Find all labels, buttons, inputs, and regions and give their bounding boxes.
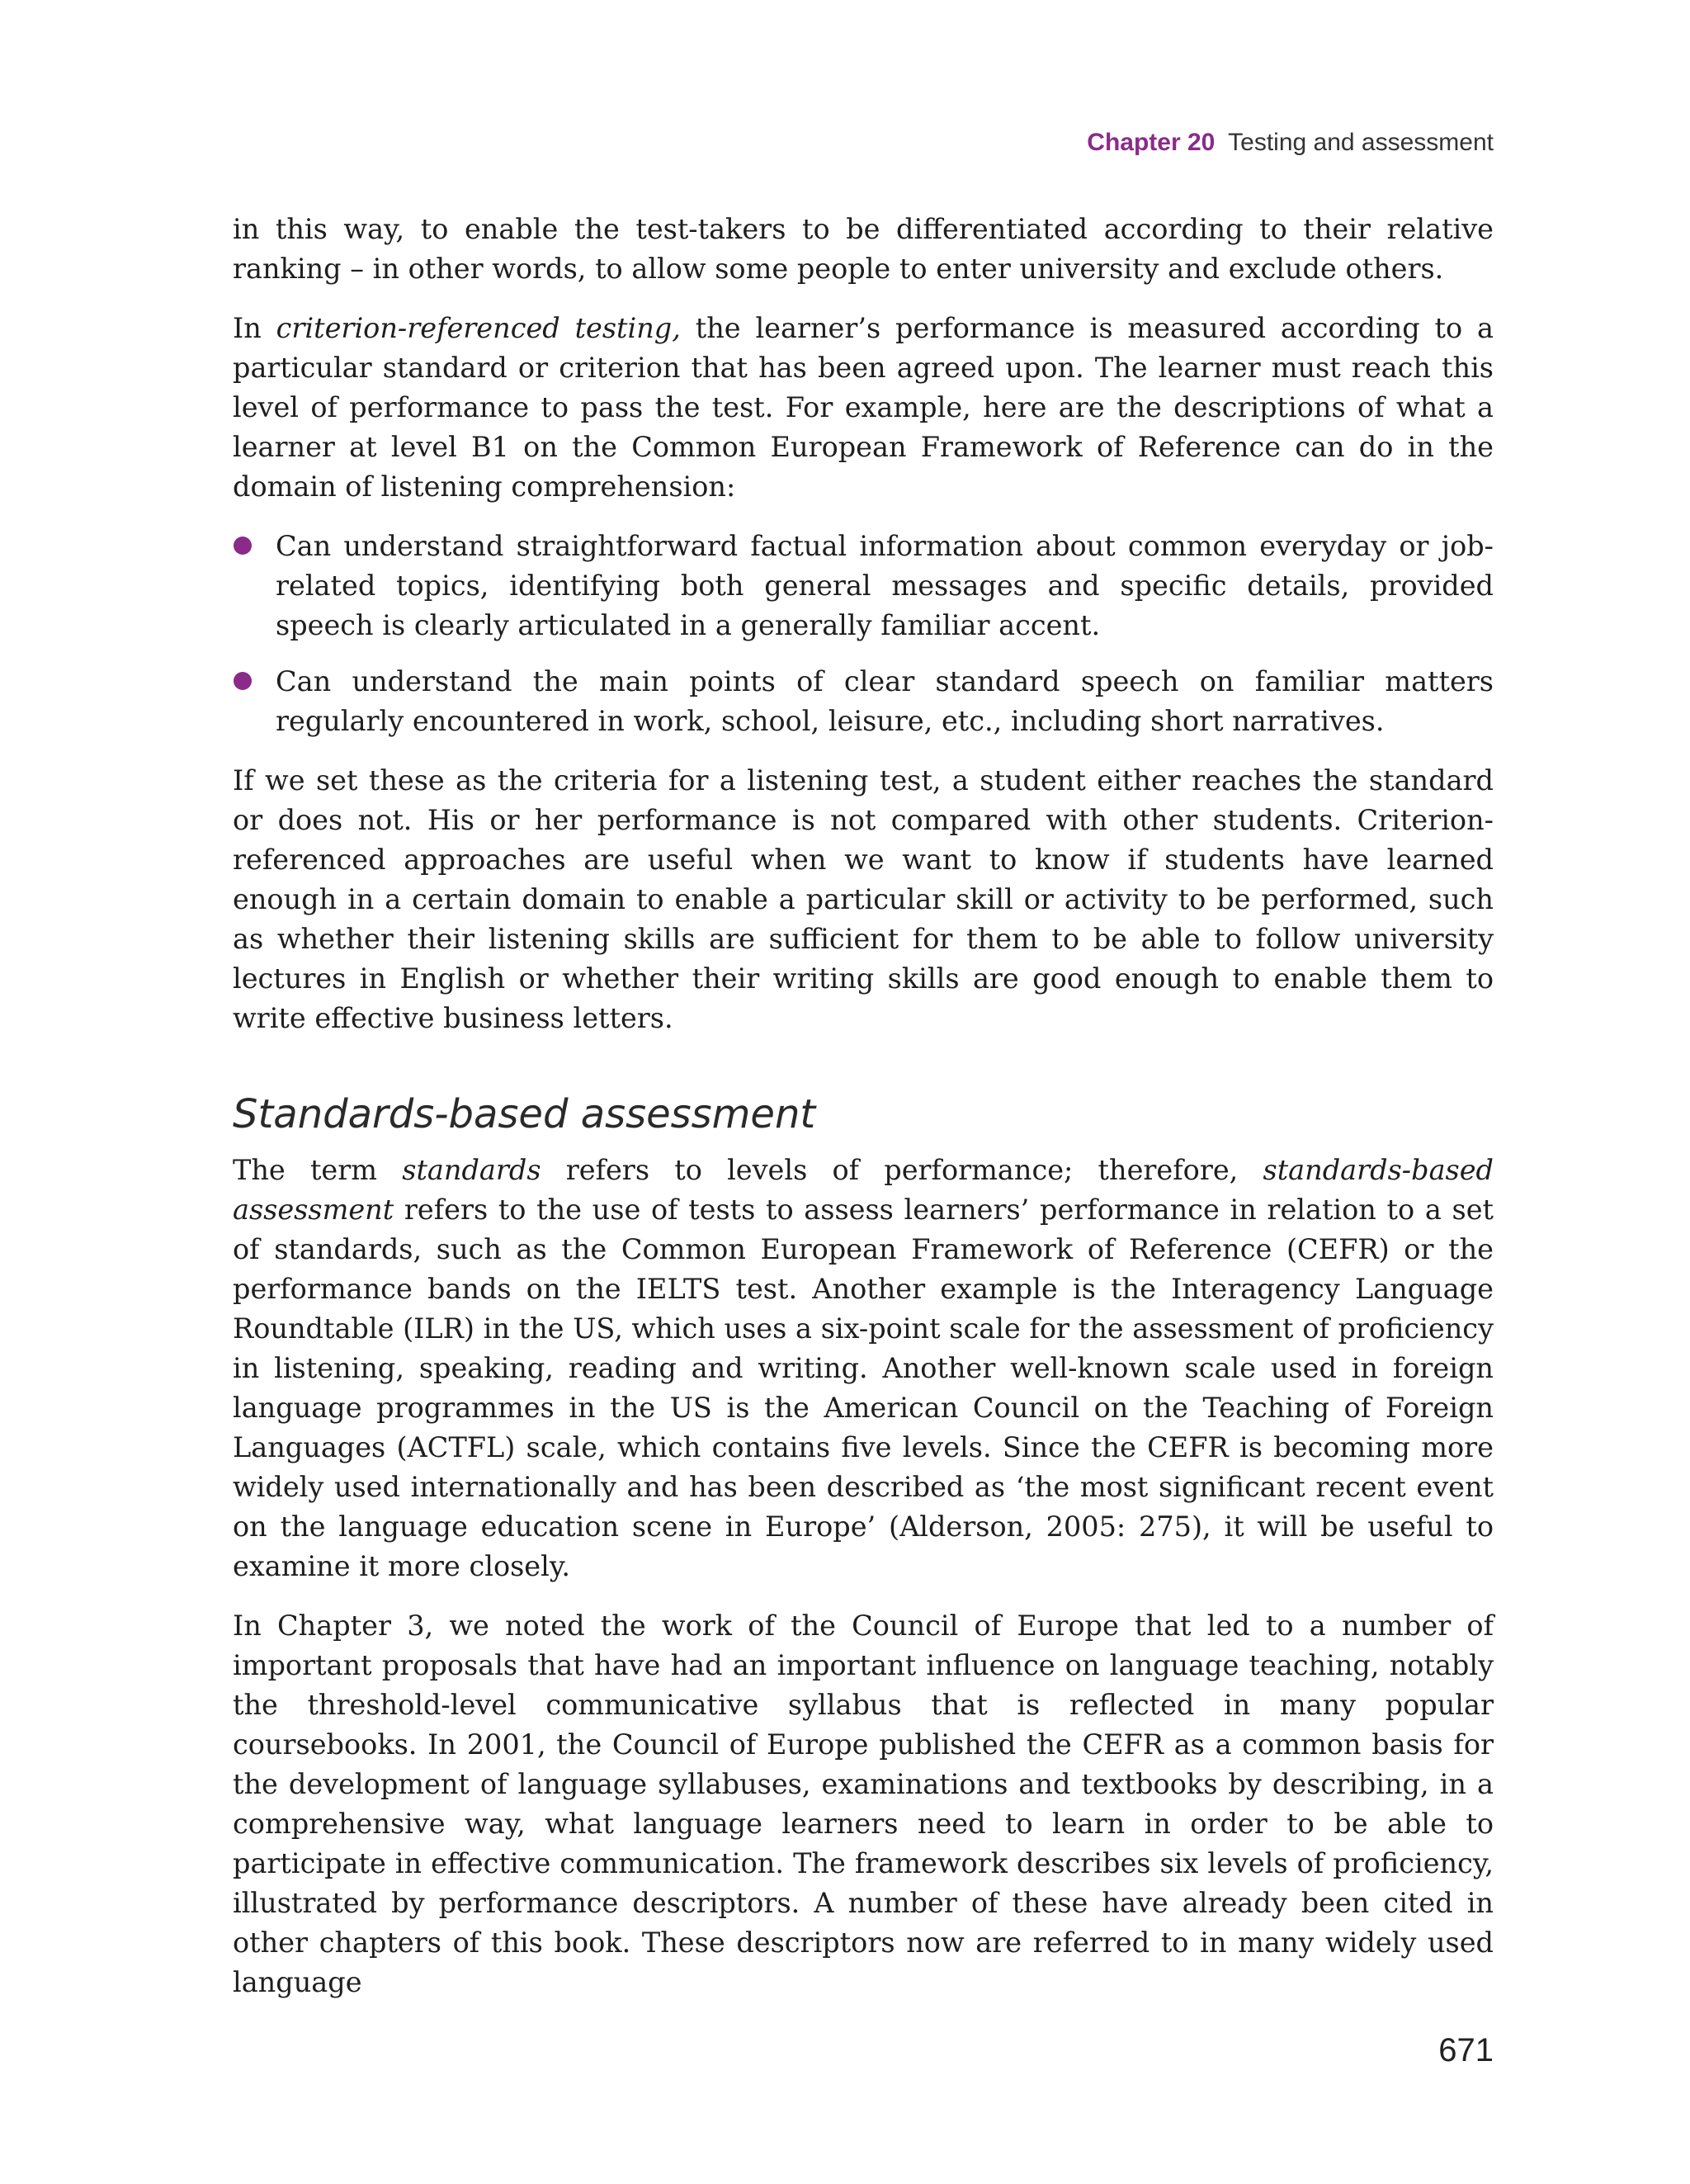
list-item	[233, 527, 1494, 645]
chapter-title: Testing and assessment	[1228, 129, 1494, 156]
descriptor-list	[233, 527, 1494, 741]
list-item-text: Can understand straightforward factual information about common everyday or job-related topics, identifying both general messages and specific details, provided speech is clearly articulated in a generally familiar accent.	[276, 530, 1494, 641]
paragraph-lead: The term	[233, 1154, 403, 1186]
section-heading: Standards-based assessment	[233, 1091, 816, 1137]
paragraph-criterion-referenced	[233, 309, 1494, 507]
paragraph-cefr: In Chapter 3, we noted the work of the Council of Europe that led to a number of important proposals that have had an important influence on language teaching, notably the threshold-level communicative syllabus that is reflected in many popular coursebooks. In 2001, the Council of Europe published the CEFR as a common basis for the development of language syllabuses, examinations and textbooks by describing, in a comprehensive way, what language learners need to learn in order to be able to participate in effective communication. The framework describes six levels of proficiency, illustrated by performance descriptors. A number of these have already been cited in other chapters of this book. These descriptors now are referred to in many widely used language	[233, 1610, 1494, 1998]
term-standards-based-assessment: standards-based assessment	[233, 1154, 1494, 1226]
term-standards: standards	[402, 1154, 541, 1186]
bullet-icon	[234, 672, 252, 690]
paragraph-mid: refers to levels of performance; therefore,	[541, 1154, 1263, 1186]
body-text	[233, 210, 1494, 2022]
paragraph-intro: in this way, to enable the test-takers to be differentiated according to their relative ranking – in other words, to allow some people to enter university and exclude others.	[233, 213, 1494, 285]
running-head	[1087, 129, 1494, 157]
bullet-icon	[234, 537, 252, 555]
paragraph-rest: the learner’s performance is measured according to a particular standard or criterion that has been agreed upon. The learner must reach this level of performance to pass the test. For example, here are the descriptions of what a learner at level B1 on the Common European Framework of Reference can do in the domain of listening comprehension:	[233, 312, 1494, 503]
term-criterion-referenced: criterion-referenced testing,	[276, 312, 681, 344]
paragraph-lead: In	[233, 312, 276, 344]
paragraph-standards	[233, 1151, 1494, 1586]
list-item	[233, 662, 1494, 741]
list-item-text: Can understand the main points of clear standard speech on familiar matters regularly encountered in work, school, leisure, etc., including short narratives.	[276, 665, 1494, 737]
paragraph-rest: refers to the use of tests to assess learners’ performance in relation to a set of standards, such as the Common European Framework of Reference (CEFR) or the performance bands on the IELTS test. Another example is the Interagency Language Roundtable (ILR) in the US, which uses a six-point scale for the assessment of proficiency in listening, speaking, reading and writing. Another well-known scale used in foreign language programmes in the US is the American Council on the Teaching of Foreign Languages (ACTFL) scale, which contains five levels. Since the CEFR is becoming more widely used internationally and has been described as ‘the most significant recent event on the language education scene in Europe’ (Alderson, 2005: 275), it will be useful to examine it more closely.	[233, 1194, 1494, 1582]
chapter-label: Chapter 20	[1087, 129, 1216, 156]
paragraph-criteria: If we set these as the criteria for a listening test, a student either reaches the standard or does not. His or her performance is not compared with other students. Criterion-referenced approaches are useful when we want to know if students have learned enough in a certain domain to enable a particular skill or activity to be performed, such as whether their listening skills are sufficient for them to be able to follow university lectures in English or whether their writing skills are good enough to enable them to write effective business letters.	[233, 764, 1494, 1034]
page-number: 671	[1438, 2032, 1494, 2068]
